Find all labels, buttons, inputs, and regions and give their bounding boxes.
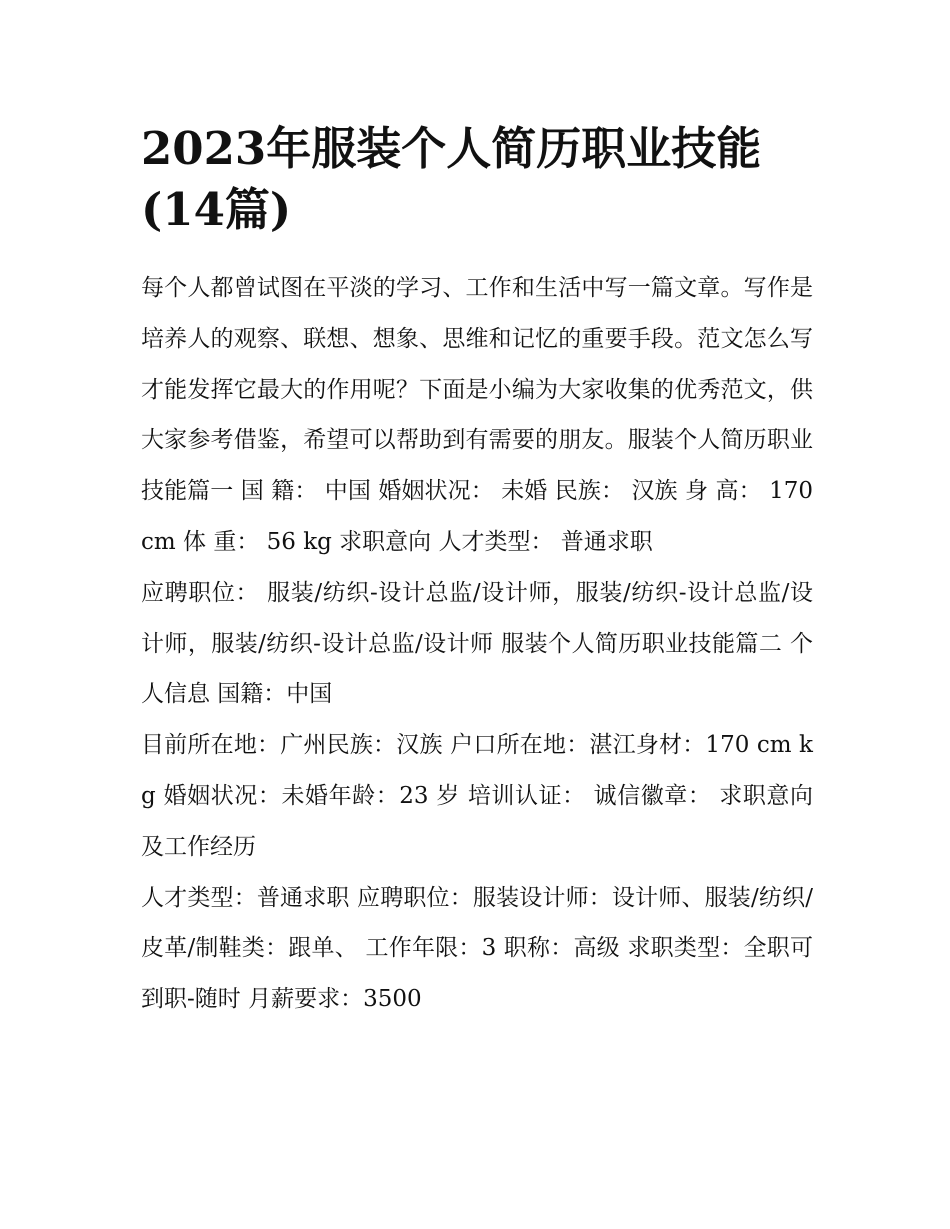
paragraph-intro: 每个人都曾试图在平淡的学习、工作和生活中写一篇文章。写作是培养人的观察、联想、想象、思维和记忆的重要手段。范文怎么写才能发挥它最大的作用呢？下面是小编为大家收集的优秀范文，供大家参考借鉴，希望可以帮助到有需要的朋友。服装个人简历职业技能篇一 国 籍： 中国 婚姻状况： 未婚 民族： 汉族 身 高： 170 cm 体 重： 56 kg 求职意向 人才类型： 普通求职 [141,275,813,555]
document-title: 2023年服装个人简历职业技能(14篇) [141,122,762,236]
paragraph-position: 应聘职位： 服装/纺织-设计总监/设计师，服装/纺织-设计总监/设计师，服装/纺织-设计总监/设计师 服装个人简历职业技能篇二 个人信息 国籍：中国 [141,579,813,708]
document-page [141,118,813,1025]
paragraph-job-intention: 人才类型：普通求职 应聘职位：服装设计师：设计师、服装/纺织/皮革/制鞋类：跟单、 工作年限：3 职称：高级 求职类型：全职可到职-随时 月薪要求：3500 [141,884,813,1013]
paragraph-personal-info: 目前所在地：广州民族：汉族 户口所在地：湛江身材：170 cm kg 婚姻状况：未婚年龄：23 岁 培训认证： 诚信徽章： 求职意向及工作经历 [141,732,813,860]
document-body [141,263,813,1025]
